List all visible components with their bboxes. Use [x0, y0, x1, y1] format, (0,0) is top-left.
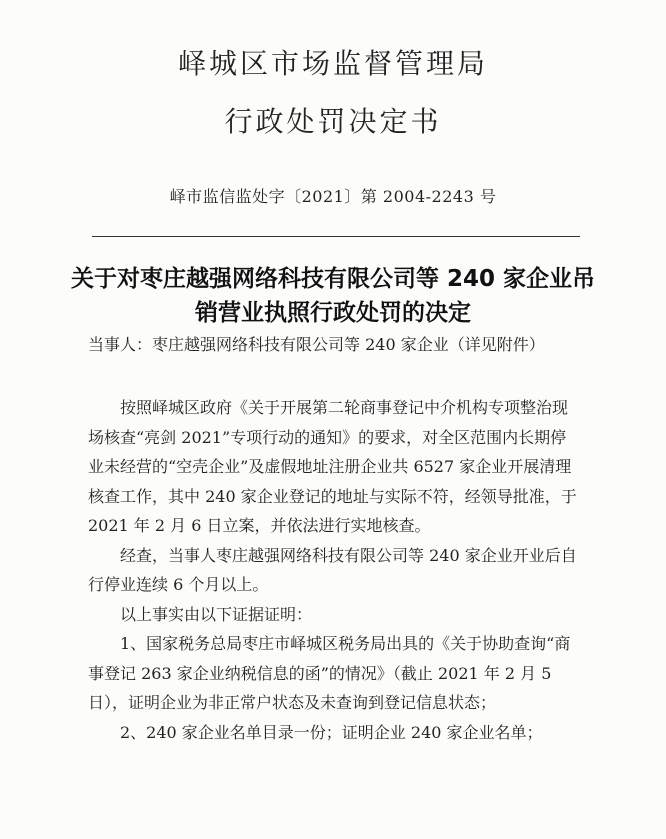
issuer-heading: 峄城区市场监督管理局: [177, 47, 488, 80]
paragraph-evidence-intro: 以上事实由以下证据证明：: [120, 604, 313, 624]
document-number: 峄市监信监处字〔2021〕第 2004-2243 号: [169, 187, 497, 206]
paragraph-background: 按照峄城区政府《关于开展第二轮商事登记中介机构专项整治现场核查“亮剑 2021”专项行动的通知》的要求，对全区范围内长期停业未经营的“空壳企业”及虚假地址注册企业共 6527 家企业开展清理核查工作，其中 240 家企业登记的地址与实际不符，经领导批准，于 2021 年 2 月 6 日立案，并依法进行实地核查。: [88, 398, 577, 535]
decision-title: 关于对枣庄越强网络科技有限公司等 240 家企业吊销营业执照行政处罚的决定: [70, 266, 596, 326]
header-divider: [92, 236, 580, 237]
document-body: [88, 393, 580, 747]
evidence-item-1: 1、国家税务总局枣庄市峄城区税务局出具的《关于协助查询“商事登记 263 家企业纳税信息的函”的情况》（截止 2021 年 2 月 5 日），证明企业为非正常户状态及未查询到登记信息状态；: [88, 634, 571, 712]
evidence-item-2: 2、240 家企业名单目录一份；证明企业 240 家企业名单；: [120, 722, 543, 742]
party-line: 当事人：枣庄越强网络科技有限公司等 240 家企业（详见附件）: [88, 335, 545, 354]
document-type-heading: 行政处罚决定书: [224, 105, 442, 138]
paragraph-findings: 经查，当事人枣庄越强网络科技有限公司等 240 家企业开业后自行停业连续 6 个月以上。: [88, 545, 577, 594]
